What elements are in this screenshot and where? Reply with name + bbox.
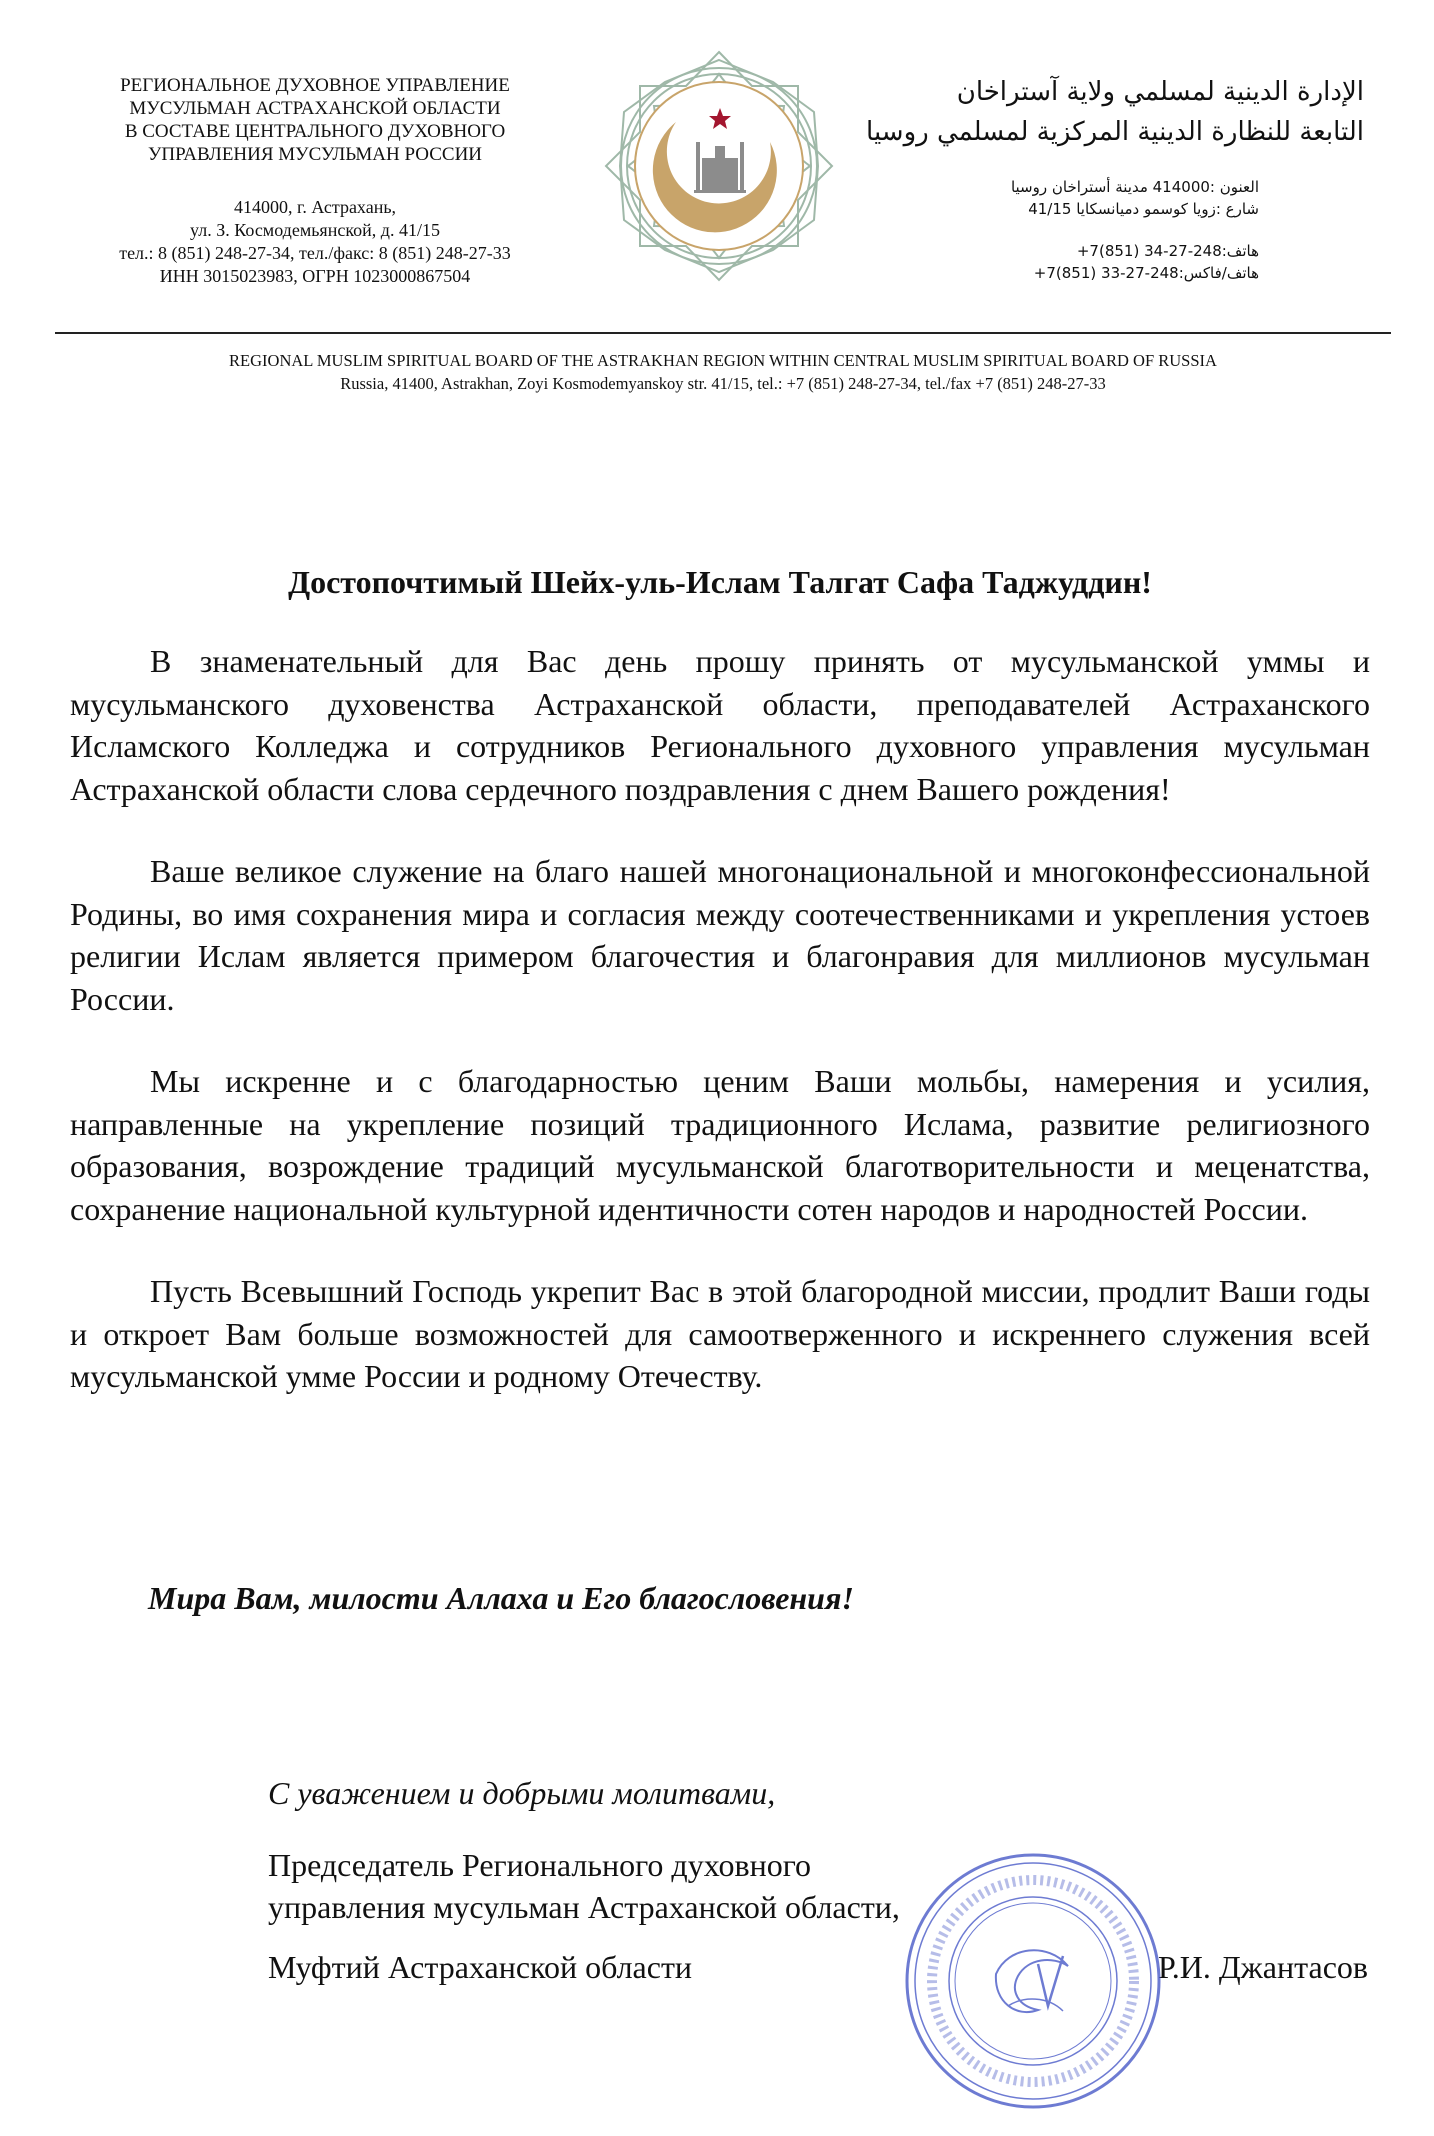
org-name-russian bbox=[60, 74, 570, 166]
org-line: В СОСТАВЕ ЦЕНТРАЛЬНОГО ДУХОВНОГО bbox=[124, 121, 506, 142]
header-divider bbox=[55, 332, 1391, 334]
addr-line: 414000, г. Астрахань, bbox=[233, 197, 397, 217]
org-address-russian bbox=[60, 196, 570, 288]
arabic-phone-line: هاتف:248-27-34 (851)7+ bbox=[1076, 242, 1259, 260]
letter-paragraph: Мы искренне и с благодарностью ценим Ваши мольбы, намерения и усилия, направленные на укрепление позиций традиционного Ислама, развитие религиозного образования, возрождение традиций мусульманской благотворительности и меценатства, сохранение национальной культурной идентичности сотен народов и народностей России. bbox=[70, 1063, 1370, 1227]
addr-line: ул. З. Космодемьянской, д. 41/15 bbox=[190, 220, 440, 240]
letter-closing-blessing: Мира Вам, милости Аллаха и Его благословения! bbox=[148, 1580, 854, 1616]
header-left-block bbox=[60, 74, 570, 288]
addr-line: тел.: 8 (851) 248-27-34, тел./факс: 8 (851) 248-27-33 bbox=[119, 243, 511, 263]
arabic-title-line: التابعة للنظارة الدينية المركزية لمسلمي روسيا bbox=[866, 117, 1364, 147]
letter-salutation: Достопочтимый Шейх-уль-Ислам Талгат Сафа Таджуддин! bbox=[288, 564, 1152, 600]
org-name-english bbox=[55, 349, 1391, 395]
org-address-arabic bbox=[844, 176, 1364, 220]
letter-paragraph: В знаменательный для Вас день прошу принять от мусульманской уммы и мусульманского духовенства Астраханской области, преподавателей Астраханского Исламского Колледжа и сотрудников Регионального духовного управления мусульман Астраханской области слова сердечного поздравления с днем Вашего рождения! bbox=[70, 643, 1370, 807]
arabic-phone-line: هاتف/فاكس:248-27-33 (851)7+ bbox=[1033, 264, 1259, 282]
english-address-line: Russia, 41400, Astrakhan, Zoyi Kosmodemyanskoy str. 41/15, tel.: +7 (851) 248-27-34, tel./fax +7 (851) 248-27-33 bbox=[340, 374, 1106, 393]
signer-name: Р.И. Джантасов bbox=[1157, 1949, 1368, 1985]
org-phones-arabic bbox=[844, 240, 1364, 284]
signature-block bbox=[268, 1772, 1378, 1996]
letter-body bbox=[70, 640, 1370, 1438]
org-line: УПРАВЛЕНИЯ МУСУЛЬМАН РОССИИ bbox=[147, 144, 483, 165]
org-emblem-logo bbox=[584, 46, 854, 306]
english-org-line: REGIONAL MUSLIM SPIRITUAL BOARD OF THE ASTRAKHAN REGION WITHIN CENTRAL MUSLIM SPIRITUAL BOARD OF RUSSIA bbox=[229, 351, 1217, 370]
signer-position-line: Председатель Регионального духовного bbox=[268, 1847, 812, 1883]
addr-line: ИНН 3015023983, ОГРН 1023000867504 bbox=[159, 266, 471, 286]
org-line: МУСУЛЬМАН АСТРАХАНСКОЙ ОБЛАСТИ bbox=[129, 98, 501, 119]
signer-position-line: управления мусульман Астраханской области, bbox=[268, 1889, 900, 1925]
arabic-title-line: الإدارة الدينية لمسلمي ولاية آستراخان bbox=[956, 77, 1364, 107]
header-right-block-arabic bbox=[844, 72, 1364, 284]
signer-title-row bbox=[268, 1946, 1378, 1996]
org-line: РЕГИОНАЛЬНОЕ ДУХОВНОЕ УПРАВЛЕНИЕ bbox=[120, 75, 510, 96]
official-stamp bbox=[898, 1846, 1168, 2116]
letter-paragraph: Ваше великое служение на благо нашей многонациональной и многоконфессиональной Родины, во имя сохранения мира и согласия между соотечественниками и укрепления устоев религии Ислам является примером благочестия и благонравия для миллионов мусульман России. bbox=[70, 853, 1370, 1017]
arabic-addr-line: شارع :زويا كوسمو دميانسكايا 41/15 bbox=[1028, 200, 1259, 218]
signer-title: Муфтий Астраханской области bbox=[268, 1949, 693, 1985]
letter-paragraph: Пусть Всевышний Господь укрепит Вас в этой благородной миссии, продлит Ваши годы и откроет Вам больше возможностей для самоотверженного и искреннего служения всей мусульманской умме России и родному Отечеству. bbox=[70, 1273, 1370, 1394]
org-name-arabic bbox=[844, 72, 1364, 152]
arabic-addr-line: العنون :414000 مدينة أستراخان روسيا bbox=[1010, 178, 1259, 196]
regards-line: С уважением и добрыми молитвами, bbox=[268, 1775, 776, 1811]
